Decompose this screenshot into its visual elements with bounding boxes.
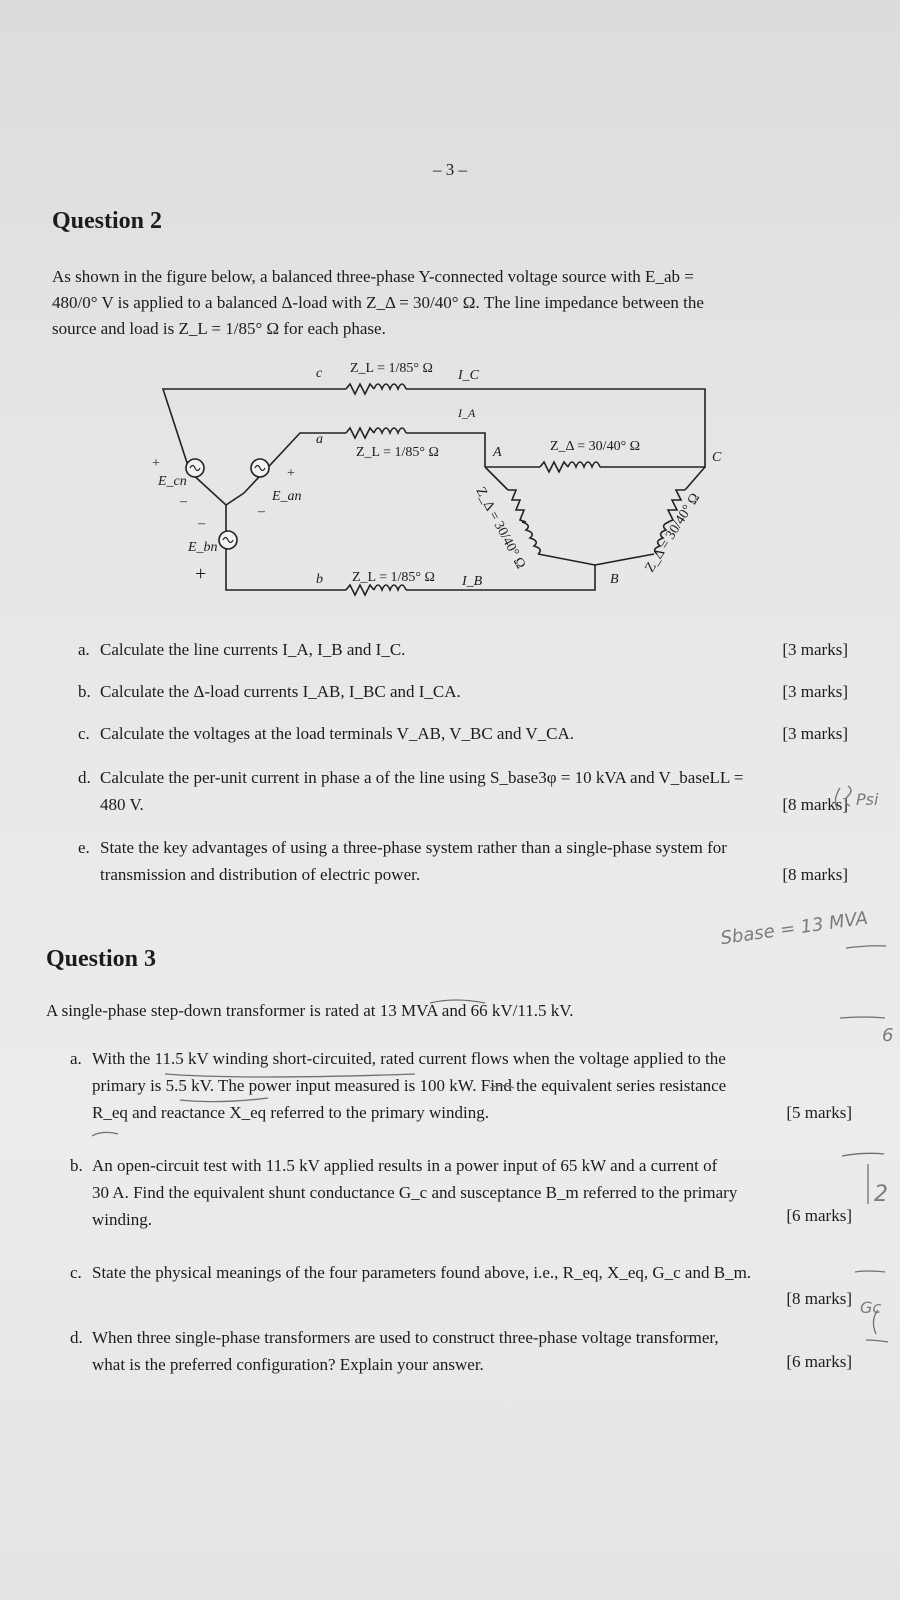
item-label: d. [78,768,91,787]
ean-label: E_an [272,489,302,504]
item-marks: [8 marks] [782,795,848,814]
item-marks: [3 marks] [782,640,848,659]
item-text: Calculate the Δ-load currents I_AB, I_BC and I_CA. [100,682,461,701]
item-label: e. [78,838,90,857]
item-line: primary is 5.5 kV. The power input measured is 100 kW. Find the equivalent series resistance [92,1076,727,1095]
item-line: what is the preferred configuration? Explain your answer. [92,1355,484,1374]
item-label: c. [78,724,90,743]
item-marks: [6 marks] [786,1352,852,1371]
handwritten-six: 6 [882,1025,894,1046]
ecn-label: E_cn [158,474,187,489]
question-3-intro: A single-phase step-down transformer is rated at 13 MVA and 66 kV/11.5 kV. [46,1001,574,1020]
zd-right-label: Z_Δ = 30/40° Ω [642,490,704,576]
node-B-label: B [610,572,619,587]
ecn-minus: – [180,494,187,509]
ebn-minus: – [198,516,205,531]
node-a-label: a [316,432,323,447]
page-number: – 3 – [433,160,467,179]
item-text-cont: transmission and distribution of electric power. [100,865,421,884]
item-marks: [8 marks] [782,865,848,884]
ebn-plus: + [195,563,207,585]
item-label: c. [70,1263,82,1282]
item-line: With the 11.5 kV winding short-circuited, rated current flows when the voltage applied to the [92,1049,726,1068]
handwritten-gc: Gc [860,1298,882,1317]
ib-label: I_B [462,574,483,589]
node-c-label: c [316,366,323,381]
item-marks: [5 marks] [786,1103,852,1122]
zl-top-label: Z_L = 1/85° Ω [350,361,433,376]
item-label: b. [78,682,91,701]
question-3-title: Question 3 [46,946,157,972]
item-text: Calculate the line currents I_A, I_B and I_C. [100,640,406,659]
node-A-label: A [493,445,502,460]
item-line: An open-circuit test with 11.5 kV applied results in a power input of 65 kW and a current of [92,1156,718,1175]
item-line: 30 A. Find the equivalent shunt conductance G_c and susceptance B_m referred to the primary [92,1183,738,1202]
intro-line: As shown in the figure below, a balanced three-phase Y-connected voltage source with E_ab = [52,267,694,286]
zd-top-label: Z_Δ = 30/40° Ω [550,439,641,454]
item-label: d. [70,1328,83,1347]
ecn-plus: + [152,456,160,471]
handwritten-psi: Psi [856,790,879,809]
item-marks: [6 marks] [786,1206,852,1225]
item-line: R_eq and reactance X_eq referred to the primary winding. [92,1103,489,1122]
node-C-label: C [712,450,722,465]
handwritten-two: 2 [874,1182,888,1207]
question-2-title: Question 2 [52,208,163,234]
intro-line: source and load is Z_L = 1/85° Ω for each phase. [52,319,386,338]
zl-mid-label: Z_L = 1/85° Ω [356,445,439,460]
item-text: State the key advantages of using a three-phase system rather than a single-phase system for [100,838,727,857]
item-text-cont: 480 V. [100,795,144,814]
item-label: a. [78,640,90,659]
ia-label: I_A [458,406,476,420]
node-b-label: b [316,572,323,587]
item-marks: [3 marks] [782,724,848,743]
ean-minus: – [258,504,265,519]
item-text: Calculate the per-unit current in phase a of the line using S_base3φ = 10 kVA and V_baseLL = [100,768,744,787]
item-line: State the physical meanings of the four parameters found above, i.e., R_eq, X_eq, G_c and B_m. [92,1263,752,1282]
item-text: Calculate the voltages at the load terminals V_AB, V_BC and V_CA. [100,724,575,743]
ean-plus: + [287,466,295,481]
intro-line: 480/0° V is applied to a balanced Δ-load with Z_Δ = 30/40° Ω. The line impedance between the [52,293,704,312]
ic-label: I_C [458,368,479,383]
item-marks: [8 marks] [786,1289,852,1308]
handwritten-sbase: Sbase = 13 MVA [719,907,870,950]
item-line: When three single-phase transformers are used to construct three-phase voltage transformer, [92,1328,719,1347]
item-line: winding. [92,1210,152,1229]
ebn-label: E_bn [188,540,218,555]
zl-bot-label: Z_L = 1/85° Ω [352,570,435,585]
item-label: b. [70,1156,83,1175]
zd-left-label: Z_Δ = 30/40° Ω [472,484,529,572]
item-marks: [3 marks] [782,682,848,701]
item-label: a. [70,1049,82,1068]
